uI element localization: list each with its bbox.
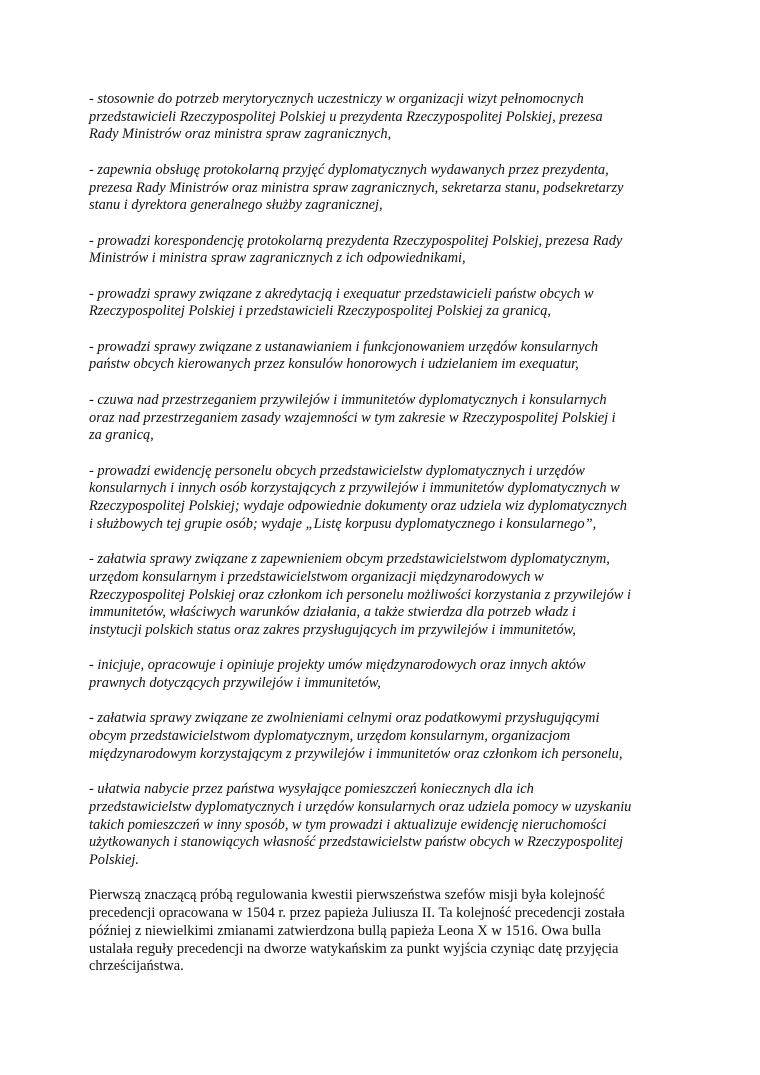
- closing-paragraph: Pierwszą znaczącą próbą regulowania kwestii pierwszeństwa szefów misji była kolejność precedencji opracowana w 1504 r. przez papieża Juliusza II. Ta kolejność precedencji została później z niewielkimi zmianami zatwierdzona bullą papieża Leona X w 1516. Owa bulla ustalała reguły precedencji na dworze watykańskim za punkt wyjścia czyniąc datę przyjęcia chrześcijaństwa.: [89, 887, 625, 975]
- list-item: - zapewnia obsługę protokolarną przyjęć dyplomatycznych wydawanych przez prezydenta, prezesa Rady Ministrów oraz ministra spraw zagranicznych, sekretarza stanu, podsekretarzy stanu i dyrektora generalnego służby zagranicznej,: [89, 161, 624, 214]
- list-item: - czuwa nad przestrzeganiem przywilejów i immunitetów dyplomatycznych i konsularnych oraz nad przestrzeganiem zasady wzajemności w tym zakresie w Rzeczypospolitej Polskiej i za granicą,: [89, 391, 616, 444]
- list-item: - stosownie do potrzeb merytorycznych uczestniczy w organizacji wizyt pełnomocnych przedstawicieli Rzeczypospolitej Polskiej u prezydenta Rzeczypospolitej Polskiej, prezesa Rady Ministrów oraz ministra spraw zagranicznych,: [89, 91, 603, 143]
- list-item: - prowadzi korespondencję protokolarną prezydenta Rzeczypospolitej Polskiej, prezesa Rady Ministrów i ministra spraw zagranicznych z ich odpowiednikami,: [89, 232, 623, 267]
- list-item: - prowadzi sprawy związane z akredytacją i exequatur przedstawicieli państw obcych w Rzeczypospolitej Polskiej i przedstawicieli Rzeczypospolitej Polskiej za granicą,: [89, 285, 594, 320]
- list-item: - inicjuje, opracowuje i opiniuje projekty umów międzynarodowych oraz innych aktów prawnych dotyczących przywilejów i immunitetów,: [89, 657, 586, 692]
- list-item: - prowadzi ewidencję personelu obcych przedstawicielstw dyplomatycznych i urzędów konsularnych i innych osób korzystających z przywilejów i immunitetów dyplomatycznych w Rzeczypospolitej Polskiej; wydaje odpowiednie dokumenty oraz udziela wiz dyplomatycznych i służbowych tej grupie osób; wydaje „Listę korpusu dyplomatycznego i konsularnego”,: [89, 462, 627, 532]
- list-item: - załatwia sprawy związane ze zwolnieniami celnymi oraz podatkowymi przysługującymi obcym przedstawicielstwom dyplomatycznym, urzędom konsularnym, organizacjom międzynarodowym korzystającym z przywilejów i immunitetów oraz członkom ich personelu,: [89, 710, 623, 762]
- list-item: - ułatwia nabycie przez państwa wysyłające pomieszczeń koniecznych dla ich przedstawicielstw dyplomatycznych i urzędów konsularnych oraz udziela pomocy w uzyskaniu takich pomieszczeń w inny sposób, w tym prowadzi i aktualizuje ewidencję nieruchomości użytkowanych i stanowiących własność przedstawicielstw państw obcych w Rzeczypospolitej Polskiej.: [89, 781, 632, 869]
- list-item: - załatwia sprawy związane z zapewnieniem obcym przedstawicielstwom dyplomatycznym, urzędom konsularnym i przedstawicielstwom organizacji międzynarodowych w Rzeczypospolitej Polskiej oraz członkom ich personelu możliwości korzystania z przywilejów i immunitetów, właściwych warunków działania, a także stwierdza dla potrzeb władz i instytucji polskich status oraz zakres przysługujących im przywilejów i immunitetów,: [89, 551, 631, 638]
- document-page: [89, 91, 681, 976]
- list-item: - prowadzi sprawy związane z ustanawianiem i funkcjonowaniem urzędów konsularnych państw obcych kierowanych przez konsulów honorowych i udzielaniem im exequatur,: [89, 338, 599, 373]
